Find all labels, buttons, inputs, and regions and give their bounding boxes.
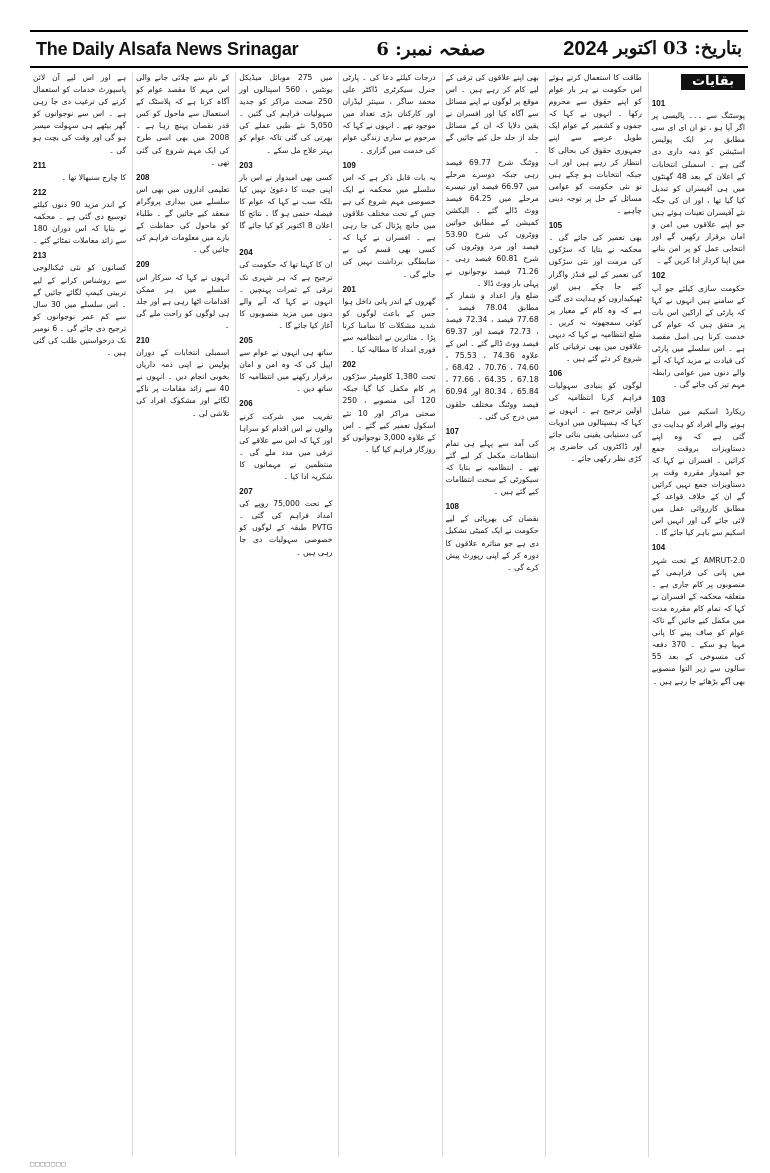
article-text: اسمبلی انتخابات کے دوران پولیس نے اپنی ذمہ داریاں بخوبی انجام دیں ۔ انہوں نے 40 سے زائد مقامات پر ناکے لگائے اور مشکوک افراد کی تلاشی لی ۔ [136,348,230,418]
article-number: 208 [136,172,150,182]
article-item [239,160,332,245]
article-text: ہے اور اس لیے آن لائن پاسپورٹ خدمات کو استعمال کرنے کی ترغیب دی جا رہی ہے ۔ اس سے نوجوانوں کو گھر بیٹھے ہی سہولت میسر ہو گی اور وقت کی بچت ہو گی ۔ [33,73,127,155]
article-item [33,250,126,359]
article-text: یہ بات قابل ذکر ہے کہ اس سلسلے میں محکمہ نے ایک خصوصی مہم شروع کی ہے جس کے تحت مختلف علاقوں میں جانچ پڑتال کی جا رہی ہے ۔ افسران نے کہا کہ کسی بھی قسم کی بے ضابطگی برداشت نہیں کی جائے گی ۔ [342,172,436,279]
article-item [652,98,745,267]
article-text: ضلع وار اعداد و شمار کے مطابق 78.04 فیصد ، 77.68 فیصد ، 72.34 فیصد ، 72.73 فیصد اور 69.37 فیصد ووٹ ڈالے گئے ۔ اس کے علاوہ 74.36 ، 75.53 ، 74.60 ، 70.76 ، 68.42 ، 67.18 ، 64.35 ، 77.66 ، 65.84 ، 80.34 اور 60.94 فیصد ووٹنگ مختلف حلقوں میں درج کی گئی ۔ [445,290,539,421]
article-item [342,284,435,357]
column-1 [648,72,748,1157]
article-text: ساتھ ہی انہوں نے عوام سے اپیل کی کہ وہ امن و امان برقرار رکھنے میں انتظامیہ کا ساتھ دیں ۔ [239,348,333,394]
article-number: 107 [445,426,459,436]
column-2 [545,72,645,1157]
article-item [652,270,745,391]
article-number: 105 [548,221,563,231]
article-text: انہوں نے کہا کہ سرکار اس سلسلے میں ہر ممکن اقدامات اٹھا رہی ہے اور جلد ہی لوگوں کو راحت ملے گی ۔ [136,272,230,330]
article-item [136,172,229,257]
article-number: 102 [651,271,666,281]
article-text: تعلیمی اداروں میں بھی اس سلسلے میں بیداری پروگرام منعقد کیے جائیں گے ۔ طلباء کو ماحول کی حفاظت کے بارے میں معلومات فراہم کی جائیں گی ۔ [136,184,230,255]
article-text: کے تحت 75,000 روپے کی امداد فراہم کی گئی ۔ PVTG طبقہ کے لوگوں کو خصوصی سہولیات دی جا رہی ہیں ۔ [239,499,333,557]
article-item [239,398,332,483]
article-number: 202 [342,360,356,370]
article-item [652,394,745,539]
article-item [136,72,229,169]
article-text: تحت 1,380 کلومیٹر سڑکوں پر کام مکمل کیا گیا جبکہ 120 آبی منصوبے ، 250 صحتی مراکز اور 10 نئے اسکول تعمیر کیے گئے ۔ اس کے علاوہ 3,000 نوجوانوں کو روزگار فراہم کیا گیا ۔ [342,372,436,454]
article-number: 109 [342,160,356,170]
article-text: ریکارڈ اسکیم میں شامل ہونے والے افراد کو ہدایت دی گئی ہے کہ وہ اپنے دستاویزات بروقت جمع کرائیں ۔ افسران نے کہا کہ جو امیدوار مقررہ وقت پر دستاویزات جمع نہیں کرائیں گے ان کے خلاف قواعد کے مطابق کارروائی عمل میں لائی جائے گی اور انہیں اس اسکیم سے باہر کیا جائے گا ۔ [651,407,745,538]
article-item [239,486,332,559]
article-text: کسی بھی امیدوار نے اس بار اپنی جیت کا دعویٰ نہیں کیا بلکہ سب نے کہا کہ عوام کا فیصلہ حتمی ہو گا ۔ نتائج کا اعلان 8 اکتوبر کو کیا جائے گا ۔ [239,172,333,243]
footer-mark: □□□□□□□ [30,1160,67,1168]
article-text: میں 275 موبائل میڈیکل یونٹس ، 560 اسپتالوں اور 250 صحت مراکز کو جدید سہولیات فراہم کی گئیں ۔ 5,050 نئے طبی عملے کی بھرتی کی گئی تاکہ عوام کو بہتر علاج مل سکے ۔ [239,73,333,155]
date-year: 2024 [563,37,608,60]
article-item [342,359,435,456]
article-item [33,72,126,157]
masthead [30,30,748,68]
article-item [239,72,332,157]
article-number: 106 [548,369,563,379]
article-text: کے نام سے چلائی جانے والی اس مہم کا مقصد عوام کو آگاہ کرنا ہے کہ پلاسٹک کے استعمال سے ماحول کو کس قدر نقصان پہنچ رہا ہے ۔ 2008 میں بھی اسی طرح کی ایک مہم شروع کی گئی تھی ۔ [136,73,230,167]
article-text: کی آمد سے پہلے ہی تمام انتظامات مکمل کر لیے گئے تھے ۔ انتظامیہ نے بتایا کہ سیکورٹی کے سخت انتظامات کیے گئے ہیں ۔ [445,438,539,497]
article-text: ان کا کہنا تھا کہ حکومت کی ترجیح ہے کہ ہر شہری تک ترقی کے ثمرات پہنچیں ۔ انہوں نے کہا کہ آنے والے دنوں میں مزید منصوبوں کا آغاز کیا جائے گا ۔ [239,260,333,330]
column-6 [132,72,232,1157]
article-item [239,247,332,332]
article-number: 101 [651,99,666,109]
article-text: بھی تعمیر کی جائے گی ۔ محکمہ نے بتایا کہ سڑکوں کی مرمت اور نئی سڑکوں کی تعمیر کے لیے فنڈز واگزار کیے جا چکے ہیں اور ٹھیکیداروں کو ہدایت دی گئی ہے کہ وہ کام کے معیار پر کوئی سمجھوتہ نہ کریں ۔ ضلع انتظامیہ نے کہا کہ دیہی علاقوں میں بھی ترقیاتی کام شروع کر دئے گئے ہیں ۔ [548,233,642,364]
article-item [446,72,539,157]
article-number: 209 [136,260,150,270]
article-number: 205 [239,335,253,345]
article-columns [30,72,748,1157]
article-number: 207 [239,487,253,497]
date-month: اکتوبر [613,37,658,59]
column-3 [442,72,542,1157]
article-number: 203 [239,160,253,170]
column-7 [30,72,129,1157]
page-number: صفحہ نمبر: 6 [376,38,486,60]
article-text: تقریب میں شرکت کرنے والوں نے اس اقدام کو سراہا اور کہا کہ اس سے علاقے کی ترقی میں مدد ملے گی ۔ منتظمین نے مہمانوں کا شکریہ ادا کیا ۔ [239,411,333,481]
date-day: 03 [663,37,689,59]
article-text: گھروں کے اندر پانی داخل ہوا جس کے باعث لوگوں کو شدید مشکلات کا سامنا کرنا پڑا ۔ متاثرین نے انتظامیہ سے فوری امداد کا مطالبہ کیا ۔ [342,296,436,355]
article-text: کا چارج سنبھالا تھا ۔ [61,172,127,182]
article-text: ووٹنگ شرح 69.77 فیصد رہی جبکہ دوسرے مرحلے میں 66.97 فیصد اور تیسرے مرحلے میں 64.25 فیصد ووٹ ڈالے گئے ۔ الیکشن کمیشن کے مطابق خواتین ووٹروں کی شرح 53.90 فیصد اور مرد ووٹروں کی شرح 60.81 فیصد رہی ۔ 71.26 فیصد نوجوانوں نے پہلی بار ووٹ ڈالا ۔ [445,157,539,288]
article-item [342,72,435,157]
article-item [446,157,539,290]
issue-date [563,38,742,61]
article-item [33,187,126,247]
article-text: درجات کیلئے دعا کی ۔ پارٹی جنرل سیکرٹری ڈاکٹر علی محمد ساگر ، سینئر لیڈران اور کارکنان بڑی تعداد میں موجود تھے ۔ انہوں نے کہا کہ مرحوم نے ساری زندگی عوام کی خدمت میں گزاری ۔ [342,73,436,155]
article-number: 108 [445,502,459,512]
article-number: 211 [33,160,46,170]
article-item [136,335,229,420]
column-5 [235,72,335,1157]
article-text: حکومت سازی کیلئے جو آپ کے سامنے ہیں انہوں نے کہا کہ پارٹی کے اراکین اس بات پر متفق ہیں کہ عوام کی خدمت کرنا ہی اصل مقصد ہے ۔ اس سلسلے میں پارٹی کی قیادت نے مزید کہا کہ آنے والے دنوں میں عوامی رابطہ مہم تیز کی جائے گی ۔ [651,283,745,390]
article-item [446,426,539,499]
article-text: کسانوں کو نئی ٹیکنالوجی سے روشناس کرانے کے لیے تربیتی کیمپ لگائے جائیں گے ۔ اس سلسلے میں 30 سال سے کم عمر نوجوانوں کو ترجیح دی جائے گی ۔ 6 نومبر تک درخواستیں طلب کی گئی ہیں ۔ [33,263,127,358]
newspaper-name: The Daily Alsafa News Srinagar [36,38,299,59]
article-item [136,259,229,332]
article-item [549,72,642,217]
article-number: 201 [342,284,356,294]
article-text: پوسٹنگ سے ۔۔۔ پالیسی پر اگر آیا ہو ، تو ان ای ای سی مطابق ہر ایک پولیس اسٹیشن کو ذمہ داری دی گئی ہے ۔ اسمبلی انتخابات کے اعلان کے بعد 48 گھنٹوں میں ہی آفیسران کو تبدیل کیا گیا تھا ، اور ان کی جگہ نئے آفیسران تعینات ہوئے ہیں جو اپنے علاقوں میں امن و امان برقرار رکھیں گے اور انتخابی عمل کو پر امن بنانے میں اپنا کردار ادا کریں گے ۔ [651,111,745,266]
article-item [549,368,642,465]
date-label: بتاریخ: [694,37,742,59]
article-number: 104 [651,543,666,553]
article-item [239,335,332,395]
article-text: طاقت کا استعمال کرتے ہوئے اس حکومت نے ہر بار عوام کو اپنے حقوق سے محروم رکھا ۔ انہوں نے کہا کہ جموں و کشمیر کے عوام ایک طویل عرصے سے اپنے جمہوری حقوق کی بحالی کا انتظار کر رہے ہیں اور اب جبکہ انتخابات ہو چکے ہیں تو نئی حکومت کو عوامی مسائل کے حل پر توجہ دینی چاہیے ۔ [548,73,642,216]
article-item [33,160,126,184]
article-text: لوگوں کو بنیادی سہولیات فراہم کرنا انتظامیہ کی اولین ترجیح ہے ۔ انہوں نے کہا کہ ہسپتالوں میں ادویات کی دستیابی یقینی بنائی جائے اور ڈاکٹروں کی حاضری پر کڑی نظر رکھی جائے ۔ [548,381,642,463]
article-text: نقصان کی بھرپائی کے لیے حکومت نے ایک کمیٹی تشکیل دی ہے جو متاثرہ علاقوں کا دورہ کر کے اپنی رپورٹ پیش کرے گی ۔ [445,514,539,572]
article-number: 204 [239,248,253,258]
article-text: کے اندر مزید 90 دنوں کیلئے توسیع دی گئی ہے ۔ محکمہ نے بتایا کہ اس دوران 180 سے زائد معاملات نمٹائے گئے ۔ [33,199,127,246]
article-item [446,290,539,423]
article-item [652,542,745,687]
column-4 [338,72,438,1157]
article-text: بھی اپنے علاقوں کی ترقی کے لیے کام کر رہے ہیں ۔ اس موقع پر لوگوں نے اپنے مسائل سے آگاہ کیا اور افسران نے یقین دلایا کہ ان کے مسائل جلد از جلد حل کیے جائیں گے ۔ [445,73,539,155]
article-text: AMRUT-2.0 کے تحت شہر میں پانی کی فراہمی کے منصوبوں پر کام جاری ہے ۔ متعلقہ محکمہ کے افسران نے کہا کہ تمام کام مقررہ مدت میں مکمل کیے جائیں گے تاکہ عوام کو صاف پینے کا پانی مہیا ہو سکے ۔ 370 دفعہ کی منسوخی کے بعد 55 سالوں سے زیر التوا منصوبے بھی آگے بڑھائے جا رہے ہیں ۔ [651,555,745,686]
article-number: 210 [136,335,150,345]
article-number: 212 [33,187,47,197]
article-item [549,220,642,365]
article-item [446,501,539,574]
article-number: 103 [651,395,666,405]
article-number: 206 [239,399,253,409]
section-banner: بقایات [681,74,745,90]
article-item [342,160,435,281]
article-number: 213 [33,251,47,261]
